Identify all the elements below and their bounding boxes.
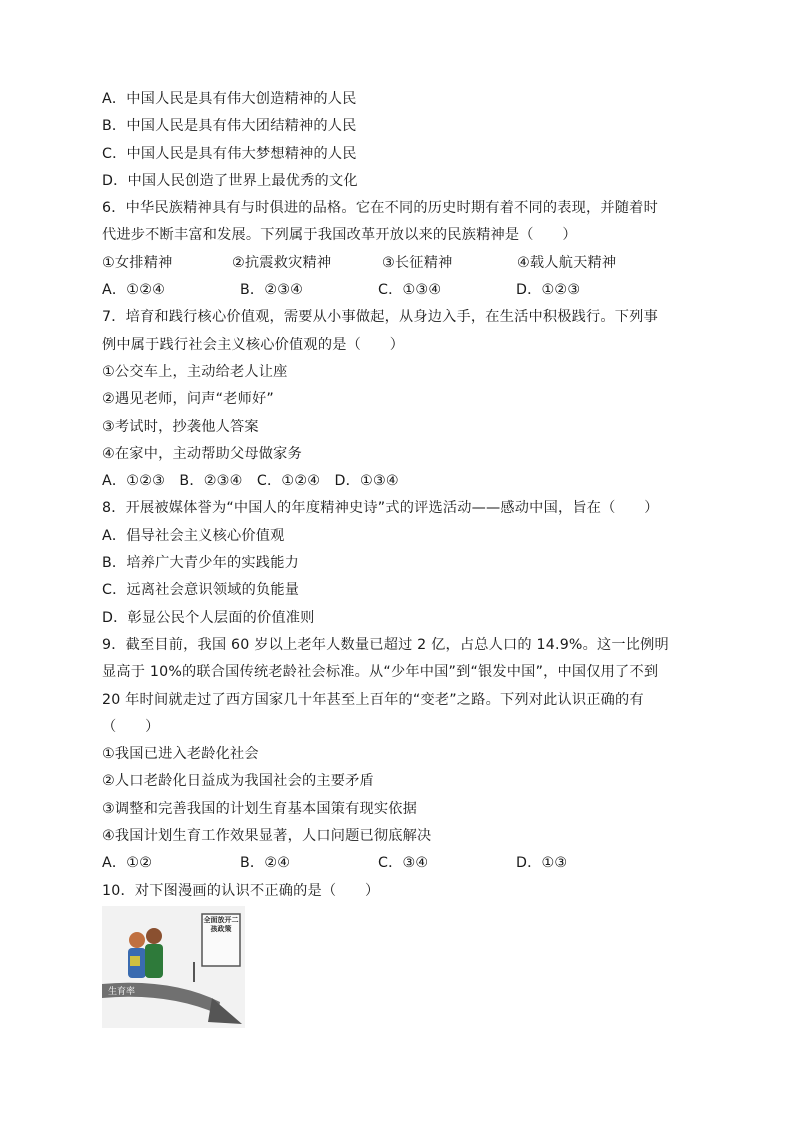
q8-option-d: D．彰显公民个人层面的价值准则 [102,609,315,626]
q9-item-3: ③调整和完善我国的计划生育基本国策有现实依据 [102,800,418,817]
q5-option-a: A．中国人民是具有伟大创造精神的人民 [102,91,357,107]
q6-choice-1: ①女排精神 [102,254,173,271]
q6-option-a: A．①②④ [102,282,166,299]
q6-stem-line1: 6．中华民族精神具有与时俱进的品格。它在不同的历史时期有着不同的表现，并随着时 [102,200,658,217]
q6-choice-2: ②抗震救灾精神 [232,254,332,271]
q6-option-d: D．①②③ [516,282,581,299]
q8-option-b: B．培养广大青少年的实践能力 [102,555,299,572]
q6-choices [102,250,722,277]
q6-stem-line2: 代进步不断丰富和发展。下列属于我国改革开放以来的民族精神是（ ） [102,227,577,244]
q7-stem-line2: 例中属于践行社会主义核心价值观的是（ ） [102,336,405,353]
q6-option-c: C．①③④ [378,282,442,299]
q6-options [102,277,722,304]
q9-option-a: A．①② [102,855,153,872]
q9-stem-line3: 20 年时间就走过了西方国家几十年甚至上百年的“变老”之路。下列对此认识正确的有 [102,691,644,708]
q8-option-c: C．远离社会意识领域的负能量 [102,582,300,599]
arrow-label: 生育率 [108,986,136,996]
q8-stem: 8．开展被媒体誉为“中国人的年度精神史诗”式的评选活动——感动中国，旨在（ ） [102,500,659,517]
q10-stem: 10．对下图漫画的认识不正确的是（ ） [102,882,380,899]
q9-stem-line4: （ ） [102,718,160,735]
document-page [102,86,722,905]
q9-stem-line1: 9．截至目前，我国 60 岁以上老年人数量已超过 2 亿，占总人口的 14.9%。这一比例明 [102,636,669,653]
q5-option-d: D．中国人民创造了世界上最优秀的文化 [102,172,358,189]
q6-choice-3: ③长征精神 [382,254,453,271]
q9-option-c: C．③④ [378,855,429,872]
q7-item-3: ③考试时，抄袭他人答案 [102,418,259,435]
q5-option-c: C．中国人民是具有伟大梦想精神的人民 [102,145,357,162]
q9-stem-line2: 显高于 10%的联合国传统老龄社会标准。从“少年中国”到“银发中国”，中国仅用了不到 [102,664,659,681]
q5-option-b: B．中国人民是具有伟大团结精神的人民 [102,118,357,135]
q7-options: A．①②③ B．②③④ C．①②④ D．①③④ [102,473,399,490]
q7-item-1: ①公交车上，主动给老人让座 [102,363,288,380]
policy-sign-text: 全面放开二孩政策 [203,916,239,933]
q7-item-2: ②遇见老师，问声“老师好” [102,391,274,408]
cartoon-image [102,906,245,1028]
q9-options [102,850,722,877]
q8-option-a: A．倡导社会主义核心价值观 [102,527,285,544]
q6-choice-4: ④载人航天精神 [517,254,617,271]
q9-option-d: D．①③ [516,855,568,872]
q7-item-4: ④在家中，主动帮助父母做家务 [102,445,302,462]
q9-item-4: ④我国计划生育工作效果显著，人口问题已彻底解决 [102,828,432,845]
q9-item-1: ①我国已进入老龄化社会 [102,746,259,763]
q6-option-b: B．②③④ [240,282,304,299]
q9-option-b: B．②④ [240,855,291,872]
q7-stem-line1: 7．培育和践行核心价值观，需要从小事做起，从身边入手，在生活中积极践行。下列事 [102,309,658,326]
q9-item-2: ②人口老龄化日益成为我国社会的主要矛盾 [102,773,374,790]
